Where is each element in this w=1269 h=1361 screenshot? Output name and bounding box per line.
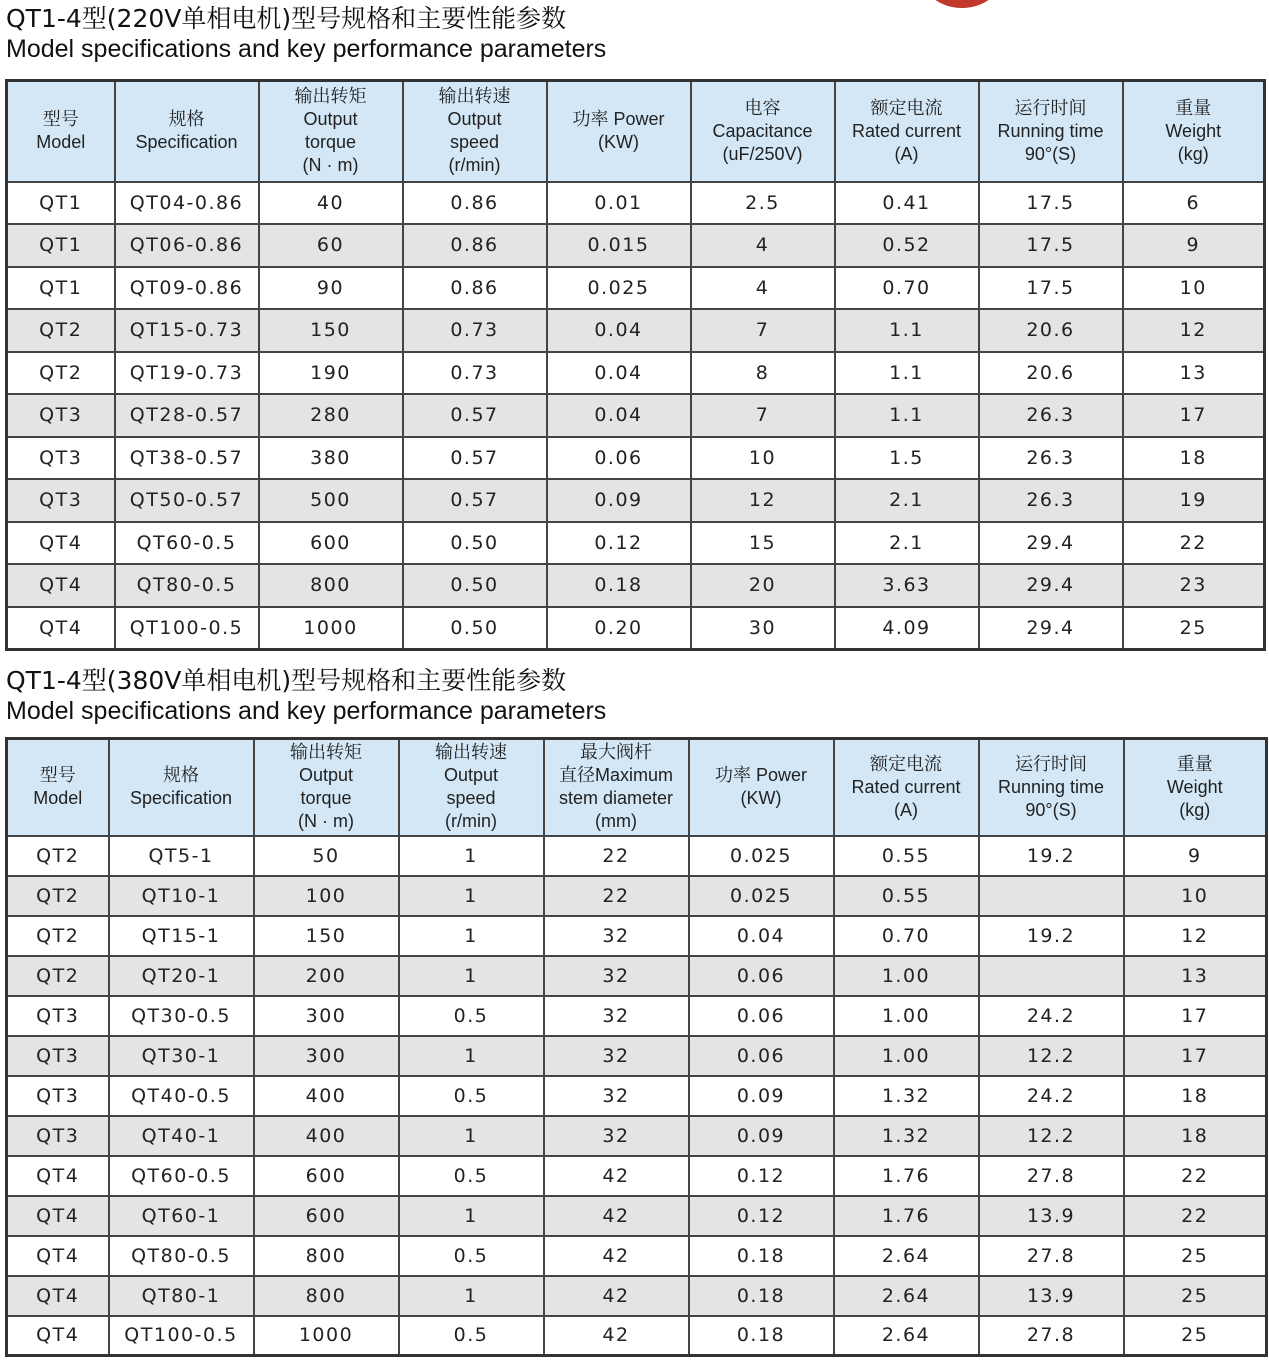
- table-cell: [979, 876, 1124, 916]
- table-cell: 19.2: [979, 836, 1124, 876]
- table-cell: QT2: [7, 836, 109, 876]
- table-cell: 0.70: [834, 916, 979, 956]
- table-cell: 29.4: [979, 522, 1123, 565]
- table-cell: 800: [254, 1236, 399, 1276]
- table-cell: 400: [254, 1076, 399, 1116]
- table-cell: 0.025: [689, 876, 834, 916]
- column-header: 输出转速 Output speed (r/min): [403, 81, 547, 182]
- table-cell: 500: [259, 479, 403, 522]
- table-cell: QT3: [7, 1076, 109, 1116]
- table-cell: 1: [399, 836, 544, 876]
- table-cell: 0.55: [834, 836, 979, 876]
- table-cell: 25: [1124, 1316, 1267, 1356]
- table-row: [7, 267, 1265, 310]
- table-cell: 17.5: [979, 267, 1123, 310]
- table-cell: 1.1: [835, 352, 979, 395]
- table-cell: 400: [254, 1116, 399, 1156]
- table-cell: 800: [259, 564, 403, 607]
- table-cell: QT80-1: [109, 1276, 254, 1316]
- table-cell: QT80-0.5: [115, 564, 259, 607]
- table-row: [7, 352, 1265, 395]
- table-cell: QT4: [7, 1316, 109, 1356]
- table-cell: 150: [254, 916, 399, 956]
- table-cell: QT80-0.5: [109, 1236, 254, 1276]
- table-cell: 30: [691, 607, 835, 650]
- table-cell: 1.32: [834, 1076, 979, 1116]
- table-cell: QT100-0.5: [109, 1316, 254, 1356]
- table-cell: 18: [1124, 1116, 1267, 1156]
- column-header: 重量 Weight (kg): [1123, 81, 1265, 182]
- table-row: [7, 522, 1265, 565]
- table-cell: 13.9: [979, 1276, 1124, 1316]
- table-cell: 10: [691, 437, 835, 480]
- table-cell: 32: [544, 1116, 689, 1156]
- table-cell: QT15-1: [109, 916, 254, 956]
- table-cell: 0.06: [547, 437, 691, 480]
- table-cell: 13: [1124, 956, 1267, 996]
- table-cell: 32: [544, 996, 689, 1036]
- table-cell: 22: [544, 836, 689, 876]
- table-cell: QT30-1: [109, 1036, 254, 1076]
- table-cell: 6: [1123, 182, 1265, 225]
- column-header: 规格 Specification: [109, 739, 254, 836]
- table-cell: 32: [544, 1036, 689, 1076]
- table-row: [7, 1276, 1267, 1316]
- table-cell: 32: [544, 956, 689, 996]
- spec-table-380v: [5, 737, 1268, 1357]
- table-row: [7, 956, 1267, 996]
- table-cell: QT5-1: [109, 836, 254, 876]
- table-cell: 0.73: [403, 352, 547, 395]
- table-cell: 27.8: [979, 1236, 1124, 1276]
- table-cell: 18: [1123, 437, 1265, 480]
- table-cell: 12.2: [979, 1036, 1124, 1076]
- table-cell: QT4: [7, 1196, 109, 1236]
- table-cell: QT4: [7, 564, 115, 607]
- table-cell: 0.09: [547, 479, 691, 522]
- table-cell: 0.5: [399, 1076, 544, 1116]
- table-cell: QT50-0.57: [115, 479, 259, 522]
- table-cell: 100: [254, 876, 399, 916]
- table-cell: QT40-0.5: [109, 1076, 254, 1116]
- table-cell: 0.5: [399, 1156, 544, 1196]
- column-header: 型号 Model: [7, 81, 115, 182]
- table-cell: 300: [254, 996, 399, 1036]
- table-cell: 2.64: [834, 1276, 979, 1316]
- table-cell: 22: [544, 876, 689, 916]
- table-cell: 2.1: [835, 522, 979, 565]
- table-cell: 1: [399, 916, 544, 956]
- table-cell: QT2: [7, 876, 109, 916]
- table-cell: 27.8: [979, 1316, 1124, 1356]
- table-cell: 0.70: [835, 267, 979, 310]
- table-cell: 9: [1124, 836, 1267, 876]
- table-cell: 1.1: [835, 309, 979, 352]
- table-cell: QT1: [7, 224, 115, 267]
- table-cell: 17: [1123, 394, 1265, 437]
- table-cell: 0.73: [403, 309, 547, 352]
- table-cell: 10: [1124, 876, 1267, 916]
- section-2-title-en: Model specifications and key performance parameters: [6, 697, 607, 725]
- spec-table-220v: [5, 79, 1266, 651]
- table-cell: 24.2: [979, 1076, 1124, 1116]
- table-cell: 7: [691, 394, 835, 437]
- table-cell: 0.86: [403, 224, 547, 267]
- table-cell: 1: [399, 1276, 544, 1316]
- table-cell: 0.18: [689, 1316, 834, 1356]
- column-header: 运行时间 Running time 90°(S): [979, 81, 1123, 182]
- section-1-title: [6, 4, 606, 64]
- table-row: [7, 224, 1265, 267]
- table-cell: 0.12: [689, 1156, 834, 1196]
- table-cell: 0.015: [547, 224, 691, 267]
- table-cell: 19: [1123, 479, 1265, 522]
- table-cell: QT100-0.5: [115, 607, 259, 650]
- brand-logo-partial: [922, 0, 1002, 8]
- table-cell: QT04-0.86: [115, 182, 259, 225]
- table-header-row: [7, 81, 1265, 182]
- table-cell: 1.76: [834, 1196, 979, 1236]
- table-cell: 1: [399, 1196, 544, 1236]
- table-row: [7, 1076, 1267, 1116]
- table-cell: 2.64: [834, 1316, 979, 1356]
- table-cell: 200: [254, 956, 399, 996]
- table-cell: 0.50: [403, 607, 547, 650]
- table-cell: 0.12: [547, 522, 691, 565]
- table-cell: 42: [544, 1196, 689, 1236]
- table-cell: 0.04: [547, 352, 691, 395]
- table-cell: QT06-0.86: [115, 224, 259, 267]
- table-cell: 1: [399, 1116, 544, 1156]
- table-cell: QT2: [7, 309, 115, 352]
- table-cell: 42: [544, 1156, 689, 1196]
- table-cell: QT09-0.86: [115, 267, 259, 310]
- table-cell: [979, 956, 1124, 996]
- table-cell: 1.32: [834, 1116, 979, 1156]
- table-cell: 25: [1123, 607, 1265, 650]
- table-cell: 29.4: [979, 607, 1123, 650]
- table-cell: 29.4: [979, 564, 1123, 607]
- table-cell: 0.04: [547, 309, 691, 352]
- table-cell: QT1: [7, 182, 115, 225]
- table-cell: 2.5: [691, 182, 835, 225]
- table-cell: 0.52: [835, 224, 979, 267]
- column-header: 输出转矩 Output torque (N · m): [254, 739, 399, 836]
- table-cell: QT60-1: [109, 1196, 254, 1236]
- table-cell: 0.06: [689, 1036, 834, 1076]
- table-cell: 20: [691, 564, 835, 607]
- table-cell: QT3: [7, 1116, 109, 1156]
- table-row: [7, 564, 1265, 607]
- table-cell: 0.20: [547, 607, 691, 650]
- table-cell: 90: [259, 267, 403, 310]
- table-cell: 12: [1124, 916, 1267, 956]
- column-header: 重量 Weight (kg): [1124, 739, 1267, 836]
- table-cell: 17: [1124, 996, 1267, 1036]
- table-cell: 4: [691, 224, 835, 267]
- table-row: [7, 1116, 1267, 1156]
- table-cell: 22: [1124, 1156, 1267, 1196]
- table-cell: 42: [544, 1236, 689, 1276]
- section-2-title: [6, 666, 606, 726]
- table-cell: 22: [1124, 1196, 1267, 1236]
- table-cell: 0.09: [689, 1116, 834, 1156]
- table-cell: 19.2: [979, 916, 1124, 956]
- table-cell: QT60-0.5: [109, 1156, 254, 1196]
- table-cell: 60: [259, 224, 403, 267]
- table-cell: QT1: [7, 267, 115, 310]
- table-cell: 1: [399, 1036, 544, 1076]
- table-row: [7, 309, 1265, 352]
- table-cell: 1.1: [835, 394, 979, 437]
- column-header: 额定电流 Rated current (A): [834, 739, 979, 836]
- table-cell: QT40-1: [109, 1116, 254, 1156]
- table-cell: 15: [691, 522, 835, 565]
- table-cell: 20.6: [979, 352, 1123, 395]
- table-cell: 42: [544, 1316, 689, 1356]
- table-cell: 2.64: [834, 1236, 979, 1276]
- table-cell: 0.04: [689, 916, 834, 956]
- table-cell: 1: [399, 876, 544, 916]
- table-cell: 42: [544, 1276, 689, 1316]
- table-cell: 0.55: [834, 876, 979, 916]
- table-cell: QT28-0.57: [115, 394, 259, 437]
- table-cell: QT4: [7, 1276, 109, 1316]
- table-cell: 3.63: [835, 564, 979, 607]
- table-row: [7, 1236, 1267, 1276]
- table-cell: 25: [1124, 1276, 1267, 1316]
- table-header-row: [7, 739, 1267, 836]
- table-cell: QT30-0.5: [109, 996, 254, 1036]
- section-1-title-en: Model specifications and key performance parameters: [6, 35, 607, 63]
- table-cell: 13: [1123, 352, 1265, 395]
- table-cell: 150: [259, 309, 403, 352]
- table-cell: QT4: [7, 607, 115, 650]
- table-cell: 190: [259, 352, 403, 395]
- column-header: 功率 Power (KW): [547, 81, 691, 182]
- table-row: [7, 479, 1265, 522]
- table-cell: 17.5: [979, 224, 1123, 267]
- table-cell: 1.00: [834, 996, 979, 1036]
- table-cell: 23: [1123, 564, 1265, 607]
- table-cell: QT3: [7, 394, 115, 437]
- column-header: 额定电流 Rated current (A): [835, 81, 979, 182]
- table-cell: QT3: [7, 996, 109, 1036]
- table-cell: 22: [1123, 522, 1265, 565]
- column-header: 输出转速 Output speed (r/min): [399, 739, 544, 836]
- table-cell: 0.50: [403, 522, 547, 565]
- table-row: [7, 1036, 1267, 1076]
- table-cell: 0.50: [403, 564, 547, 607]
- table-cell: 0.06: [689, 956, 834, 996]
- table-cell: 0.025: [689, 836, 834, 876]
- table-cell: 0.09: [689, 1076, 834, 1116]
- table-cell: 600: [254, 1196, 399, 1236]
- table-cell: 600: [259, 522, 403, 565]
- table-cell: 0.18: [689, 1236, 834, 1276]
- column-header: 运行时间 Running time 90°(S): [979, 739, 1124, 836]
- table-cell: 26.3: [979, 394, 1123, 437]
- table-cell: 0.01: [547, 182, 691, 225]
- table-cell: 0.5: [399, 996, 544, 1036]
- table-cell: 0.57: [403, 394, 547, 437]
- table-row: [7, 1316, 1267, 1356]
- section-2-title-zh: QT1-4型(380V单相电机)型号规格和主要性能参数: [6, 666, 567, 695]
- table-cell: 10: [1123, 267, 1265, 310]
- table-cell: QT3: [7, 437, 115, 480]
- table-cell: QT20-1: [109, 956, 254, 996]
- table-row: [7, 876, 1267, 916]
- column-header: 型号 Model: [7, 739, 109, 836]
- table-cell: QT4: [7, 1236, 109, 1276]
- table-cell: 1000: [254, 1316, 399, 1356]
- table-cell: QT3: [7, 479, 115, 522]
- table-cell: 0.86: [403, 267, 547, 310]
- table-cell: 1.00: [834, 1036, 979, 1076]
- table-cell: 18: [1124, 1076, 1267, 1116]
- table-cell: 0.06: [689, 996, 834, 1036]
- table-cell: 32: [544, 916, 689, 956]
- table-cell: 0.5: [399, 1316, 544, 1356]
- table-cell: 0.5: [399, 1236, 544, 1276]
- table-cell: 280: [259, 394, 403, 437]
- table-cell: QT2: [7, 916, 109, 956]
- table-cell: 0.41: [835, 182, 979, 225]
- table-cell: 800: [254, 1276, 399, 1316]
- table-cell: QT4: [7, 1156, 109, 1196]
- table-cell: 12: [691, 479, 835, 522]
- table-cell: QT19-0.73: [115, 352, 259, 395]
- table-cell: 7: [691, 309, 835, 352]
- table-cell: 1: [399, 956, 544, 996]
- table-cell: 27.8: [979, 1156, 1124, 1196]
- table-cell: 1000: [259, 607, 403, 650]
- table-cell: QT3: [7, 1036, 109, 1076]
- table-cell: QT38-0.57: [115, 437, 259, 480]
- table-row: [7, 394, 1265, 437]
- table-cell: 0.12: [689, 1196, 834, 1236]
- table-cell: 9: [1123, 224, 1265, 267]
- table-cell: 26.3: [979, 437, 1123, 480]
- section-1-title-zh: QT1-4型(220V单相电机)型号规格和主要性能参数: [6, 4, 567, 33]
- table-cell: 0.18: [547, 564, 691, 607]
- column-header: 规格 Specification: [115, 81, 259, 182]
- table-cell: 13.9: [979, 1196, 1124, 1236]
- table-cell: QT60-0.5: [115, 522, 259, 565]
- table-cell: 0.025: [547, 267, 691, 310]
- table-cell: 24.2: [979, 996, 1124, 1036]
- table-cell: QT4: [7, 522, 115, 565]
- table-cell: QT2: [7, 956, 109, 996]
- table-cell: 1.5: [835, 437, 979, 480]
- table-cell: 600: [254, 1156, 399, 1196]
- table-cell: 2.1: [835, 479, 979, 522]
- table-cell: 8: [691, 352, 835, 395]
- table-row: [7, 437, 1265, 480]
- table-cell: 32: [544, 1076, 689, 1116]
- table-cell: 12: [1123, 309, 1265, 352]
- table-cell: 17: [1124, 1036, 1267, 1076]
- table-cell: 0.86: [403, 182, 547, 225]
- table-cell: 4: [691, 267, 835, 310]
- table-cell: QT15-0.73: [115, 309, 259, 352]
- column-header: 功率 Power (KW): [689, 739, 834, 836]
- column-header: 最大阀杆 直径Maximum stem diameter (mm): [544, 739, 689, 836]
- table-cell: 50: [254, 836, 399, 876]
- table-cell: 300: [254, 1036, 399, 1076]
- table-cell: 0.57: [403, 479, 547, 522]
- table-cell: 17.5: [979, 182, 1123, 225]
- table-cell: 26.3: [979, 479, 1123, 522]
- table-cell: 1.00: [834, 956, 979, 996]
- table-cell: 380: [259, 437, 403, 480]
- table-row: [7, 1196, 1267, 1236]
- table-cell: 0.18: [689, 1276, 834, 1316]
- table-row: [7, 1156, 1267, 1196]
- table-cell: 0.57: [403, 437, 547, 480]
- table-cell: QT10-1: [109, 876, 254, 916]
- table-row: [7, 916, 1267, 956]
- column-header: 电容 Capacitance (uF/250V): [691, 81, 835, 182]
- table-row: [7, 996, 1267, 1036]
- table-cell: 25: [1124, 1236, 1267, 1276]
- table-cell: 12.2: [979, 1116, 1124, 1156]
- table-cell: 1.76: [834, 1156, 979, 1196]
- table-cell: 4.09: [835, 607, 979, 650]
- table-cell: QT2: [7, 352, 115, 395]
- table-row: [7, 607, 1265, 650]
- table-cell: 20.6: [979, 309, 1123, 352]
- table-row: [7, 182, 1265, 225]
- table-row: [7, 836, 1267, 876]
- table-cell: 0.04: [547, 394, 691, 437]
- table-cell: 40: [259, 182, 403, 225]
- column-header: 输出转矩 Output torque (N · m): [259, 81, 403, 182]
